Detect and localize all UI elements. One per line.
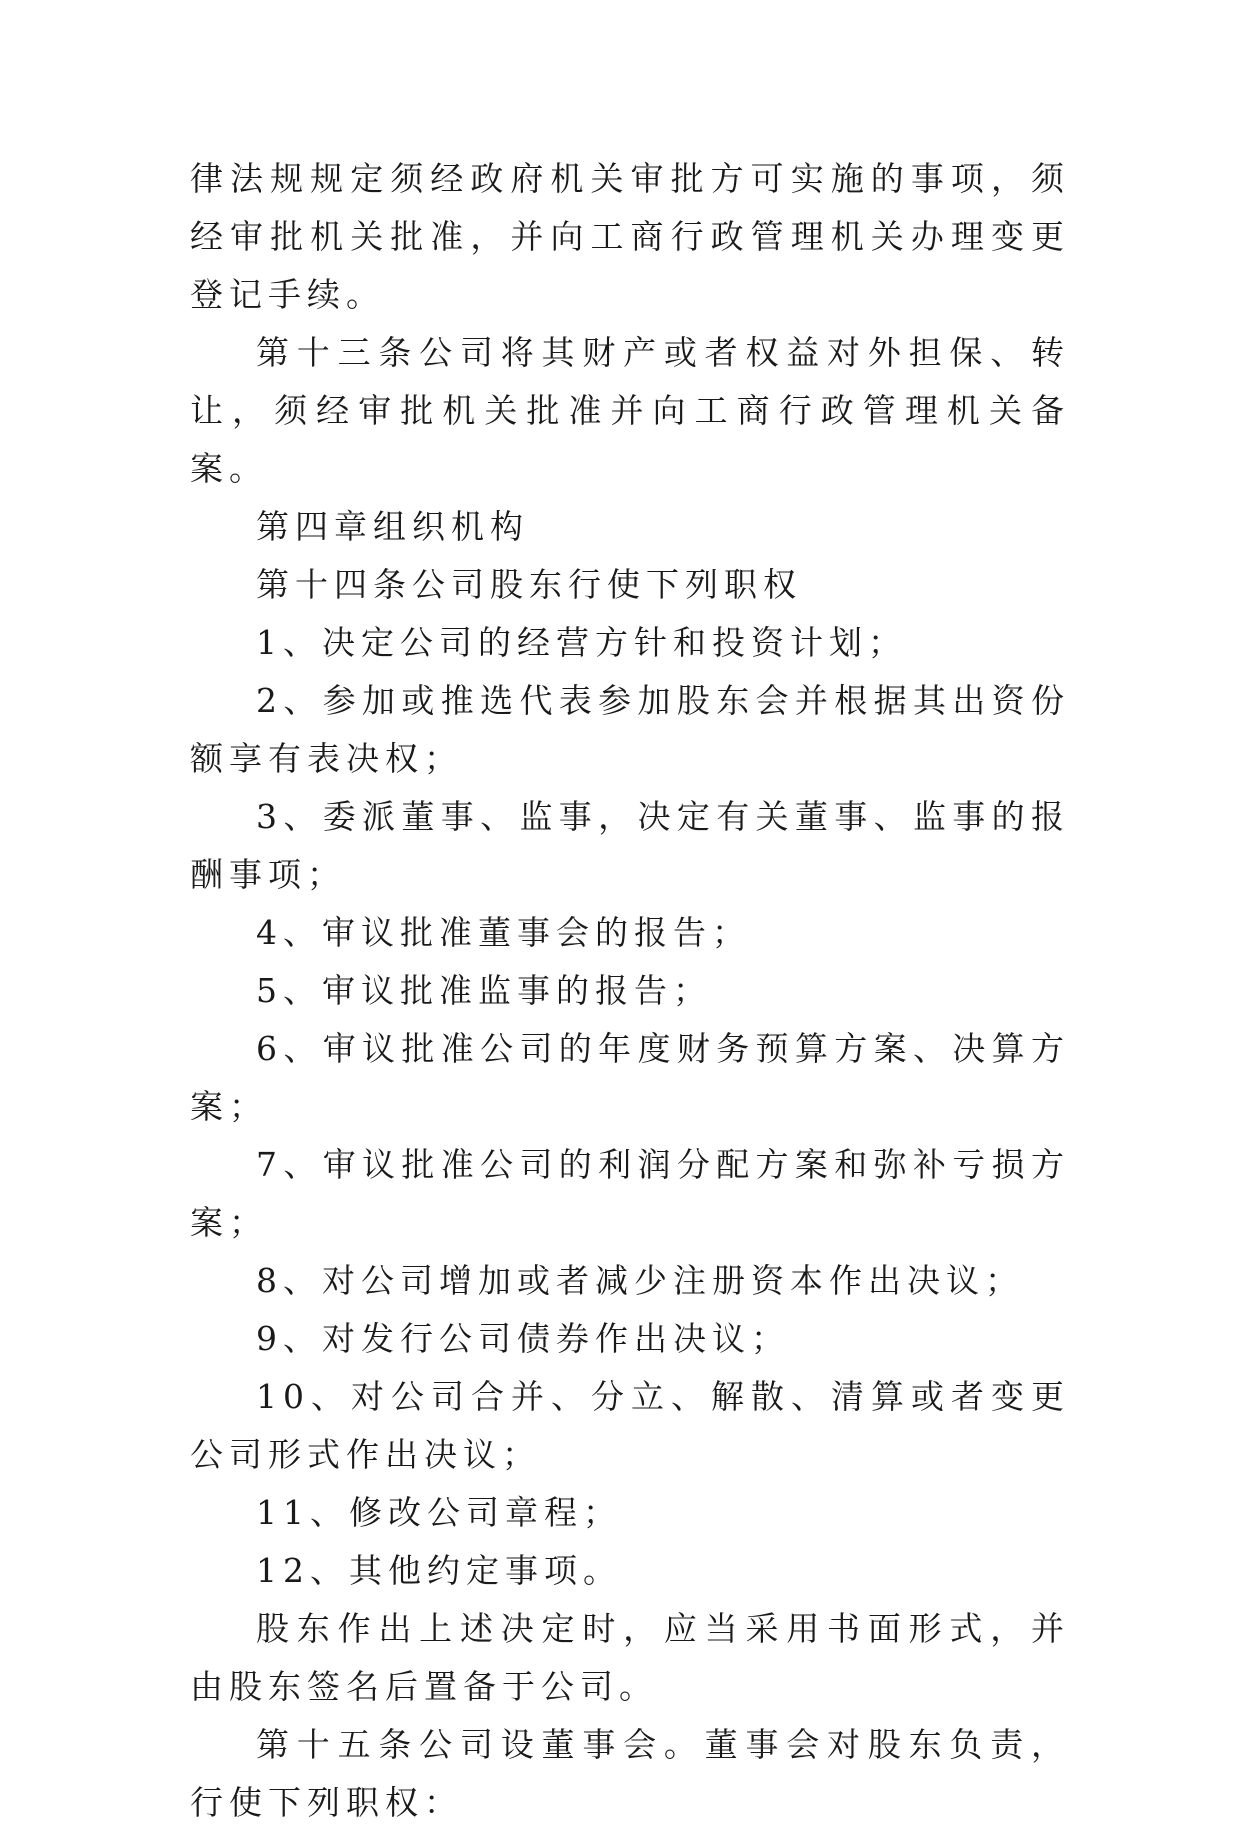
paragraph-4: 第十四条公司股东行使下列职权	[256, 565, 802, 604]
list-item-12: 12、其他约定事项。	[256, 1551, 622, 1590]
list-item-8: 8、对公司增加或者减少注册资本作出决议；	[256, 1261, 1024, 1300]
list-item-5: 5、审议批准监事的报告；	[256, 971, 712, 1010]
list-item-6: 6、审议批准公司的年度财务预算方案、决算方案；	[190, 1029, 1070, 1126]
list-item-11: 11、修改公司章程；	[256, 1493, 622, 1532]
document-body	[190, 150, 1070, 1832]
list-item-7: 7、审议批准公司的利润分配方案和弥补亏损方案；	[190, 1145, 1070, 1242]
list-item-1: 1、决定公司的经营方针和投资计划；	[256, 623, 907, 662]
list-item-9: 9、对发行公司债券作出决议；	[256, 1319, 790, 1358]
paragraph-17: 股东作出上述决定时，应当采用书面形式，并由股东签名后置备于公司。	[190, 1609, 1070, 1706]
paragraph-2: 第十三条公司将其财产或者权益对外担保、转让，须经审批机关批准并向工商行政管理机关备案。	[190, 333, 1070, 488]
paragraph-18: 第十五条公司设董事会。董事会对股东负责，行使下列职权：	[190, 1725, 1070, 1822]
list-item-3: 3、委派董事、监事，决定有关董事、监事的报酬事项；	[190, 797, 1070, 894]
list-item-4: 4、审议批准董事会的报告；	[256, 913, 751, 952]
chapter-heading: 第四章组织机构	[256, 507, 529, 546]
list-item-2: 2、参加或推选代表参加股东会并根据其出资份额享有表决权；	[190, 681, 1070, 778]
list-item-10: 10、对公司合并、分立、解散、清算或者变更公司形式作出决议；	[190, 1377, 1070, 1474]
paragraph-1: 律法规规定须经政府机关审批方可实施的事项，须经审批机关批准，并向工商行政管理机关办理变更登记手续。	[190, 159, 1070, 314]
